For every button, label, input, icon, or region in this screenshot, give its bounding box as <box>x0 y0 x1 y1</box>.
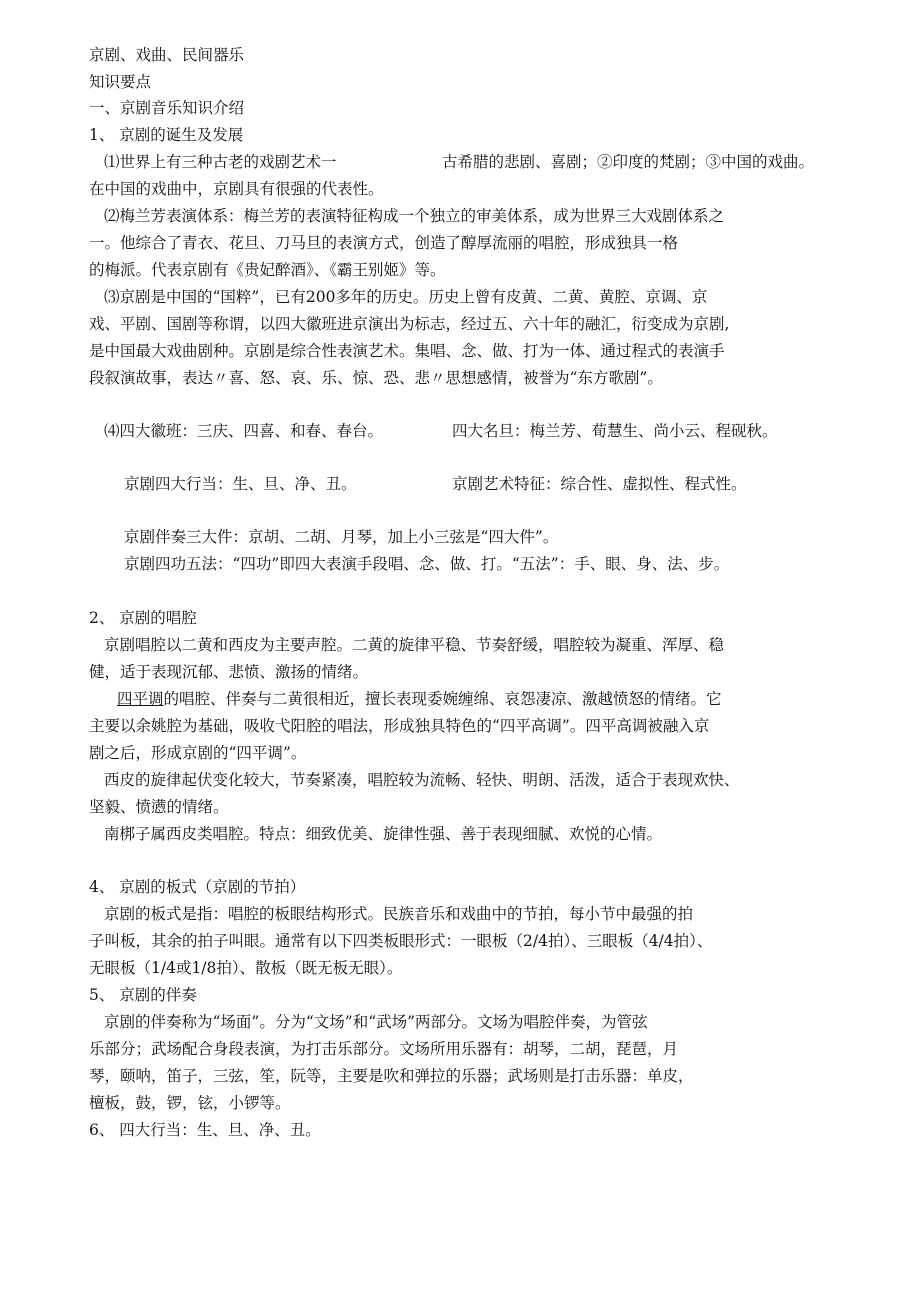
paragraph-line: 剧之后，形成京剧的“四平调”。 <box>89 744 307 762</box>
heading-4: 4、 京剧的板式（京剧的节拍） <box>89 878 306 896</box>
paragraph-line: 京剧四大行当：生、旦、净、丑。 <box>124 475 357 493</box>
paragraph-line: ⑶京剧是中国的“国粹”，已有200多年的历史。历史上曾有皮黄、二黄、黄腔、京调、京 <box>104 288 708 306</box>
paragraph-line: 京剧艺术特征：综合性、虚拟性、程式性。 <box>452 475 747 493</box>
paragraph-line: 京剧的板式是指：唱腔的板眼结构形式。民族音乐和戏曲中的节拍，每小节中最强的拍 <box>104 905 694 923</box>
paragraph-line: 京剧四功五法：“四功”即四大表演手段唱、念、做、打。“五法”：手、眼、身、法、步。 <box>124 555 730 573</box>
paragraph-line: 的梅派。代表京剧有《贵妃醉酒》、《霸王别姬》等。 <box>89 261 446 279</box>
paragraph-line: 无眼板（1/4或1/8拍）、散板（既无板无眼）。 <box>89 959 403 977</box>
paragraph-text: 的唱腔、伴奏与二黄很相近，擅长表现委婉缠绵、哀怨凄凉、激越愤怒的情绪。它 <box>163 690 722 708</box>
paragraph-line: ⑷四大徽班：三庆、四喜、和春、春台。 <box>104 422 384 440</box>
paragraph-line: 乐部分；武场配合身段表演，为打击乐部分。文场所用乐器有：胡琴，二胡，琵琶，月 <box>89 1040 679 1058</box>
heading-5: 5、 京剧的伴奏 <box>89 986 197 1004</box>
paragraph-line: 西皮的旋律起伏变化较大，节奏紧凑，唱腔较为流畅、轻快、明朗、活泼，适合于表现欢快、 <box>104 771 740 789</box>
paragraph-line: 坚毅、愤懑的情绪。 <box>89 798 229 816</box>
section-heading: 一、京剧音乐知识介绍 <box>89 99 245 117</box>
paragraph-line: ⑵梅兰芳表演体系：梅兰芳的表演特征构成一个独立的审美体系，成为世界三大戏剧体系之 <box>104 207 725 225</box>
paragraph-line: 一。他综合了青衣、花旦、刀马旦的表演方式，创造了醇厚流丽的唱腔，形成独具一格 <box>89 234 679 252</box>
paragraph-line <box>117 689 722 709</box>
doc-title: 京剧、戏曲、民间器乐 <box>89 46 245 64</box>
heading-2: 2、 京剧的唱腔 <box>89 609 197 627</box>
paragraph-line: 古希腊的悲剧、喜剧；②印度的梵剧；③中国的戏曲。 <box>442 153 815 171</box>
paragraph-line: 在中国的戏曲中，京剧具有很强的代表性。 <box>89 180 384 198</box>
paragraph-line: 京剧伴奏三大件：京胡、二胡、月琴，加上小三弦是“四大件”。 <box>124 528 559 546</box>
doc-subtitle: 知识要点 <box>89 73 152 91</box>
paragraph-line: 檀板，鼓，锣，铉，小锣等。 <box>89 1094 291 1112</box>
paragraph-line: 是中国最大戏曲剧种。京剧是综合性表演艺术。集唱、念、做、打为一体、通过程式的表演手 <box>89 342 725 360</box>
heading-1: 1、 京剧的诞生及发展 <box>89 126 244 144</box>
paragraph-line: 南梆子属西皮类唱腔。特点：细致优美、旋律性强、善于表现细腻、欢悦的心情。 <box>104 825 663 843</box>
paragraph-line: 健，适于表现沉郁、悲愤、激扬的情绪。 <box>89 663 369 681</box>
underlined-term: 四平调 <box>117 690 164 708</box>
paragraph-line: 主要以余姚腔为基础，吸收弋阳腔的唱法，形成独具特色的“四平高调”。四平高调被融入京 <box>89 717 710 735</box>
paragraph-line: 京剧唱腔以二黄和西皮为主要声腔。二黄的旋律平稳、节奏舒缓，唱腔较为凝重、浑厚、稳 <box>104 636 725 654</box>
paragraph-line: 四大名旦：梅兰芳、荀慧生、尚小云、程砚秋。 <box>452 422 778 440</box>
paragraph-line: ⑴世界上有三种古老的戏剧艺术一 <box>104 153 337 171</box>
paragraph-line: 琴，颐呐，笛子，三弦，笙，阮等，主要是吹和弹拉的乐器；武场则是打击乐器：单皮， <box>89 1067 694 1085</box>
paragraph-line: 戏、平剧、国剧等称谓，以四大徽班进京演出为标志，经过五、六十年的融汇，衍变成为京剧, <box>89 315 730 333</box>
paragraph-line: 京剧的伴奏称为“场面”。分为“文场”和“武场”两部分。文场为唱腔伴奏，为管弦 <box>104 1013 648 1031</box>
heading-6: 6、 四大行当：生、旦、净、丑。 <box>89 1121 321 1139</box>
paragraph-line: 段叙演故事，表达〃喜、怒、哀、乐、惊、恐、悲〃思想感情，被誉为“东方歌剧”。 <box>89 369 663 387</box>
paragraph-line: 子叫板，其余的拍子叫眼。通常有以下四类板眼形式：一眼板（2/4拍）、三眼板（4/4拍）、 <box>89 932 713 950</box>
